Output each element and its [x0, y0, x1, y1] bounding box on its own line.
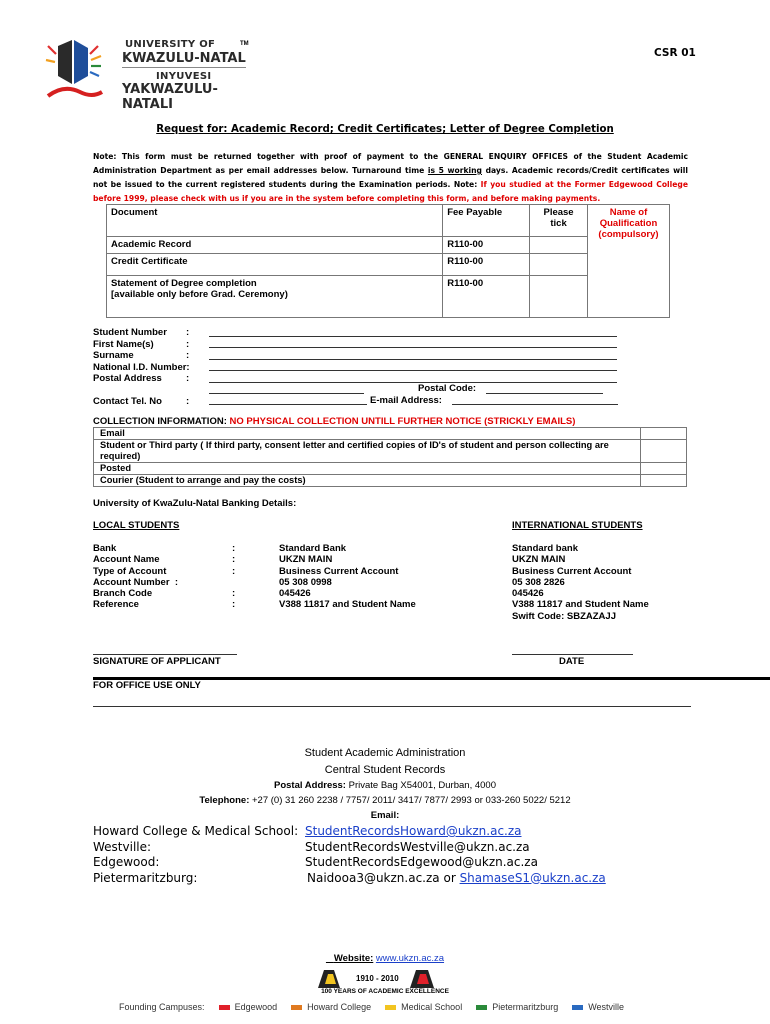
telephone: Telephone: +27 (0) 31 260 2238 / 7757/ 2011/ 3417/ 7877/ 2993 or 033-260 5022/ 5212 — [199, 795, 571, 806]
label-reference: Reference — [93, 599, 139, 611]
row-degree-completion: Statement of Degree completion [available only before Grad. Ceremony) — [107, 276, 443, 318]
email-westville[interactable]: StudentRecordsWestville@ukzn.ac.za — [305, 839, 530, 854]
postal-address: Postal Address: Private Bag X54001, Durban, 4000 — [274, 780, 496, 791]
legend-swatch-edgewood — [219, 1005, 230, 1010]
label-surname: Surname — [93, 350, 134, 361]
label-branch-code: Branch Code — [93, 588, 153, 600]
local-bank-values — [279, 543, 416, 611]
page-title: Request for: Academic Record; Credit Certificates; Letter of Degree Completion — [156, 124, 614, 135]
legend-swatch-westville — [572, 1005, 583, 1010]
signature-line[interactable] — [93, 654, 237, 655]
website-line: Website: www.ukzn.ac.za — [333, 953, 445, 964]
logo-trademark: TM — [240, 41, 249, 47]
date-label: DATE — [559, 656, 585, 667]
label-postal-code: Postal Code: — [418, 383, 477, 394]
campus-pietermaritzburg: Pietermaritzburg: — [93, 870, 198, 885]
collection-posted: Posted — [94, 463, 641, 475]
label-bank: Bank — [93, 543, 117, 554]
label-student-number: Student Number — [93, 327, 167, 338]
field-colons: : : : : : — [186, 327, 190, 407]
office-use-label: FOR OFFICE USE ONLY — [93, 680, 201, 691]
centenary-tagline: 100 YEARS OF ACADEMIC EXCELLENCE — [321, 988, 449, 995]
campus-names — [93, 824, 298, 886]
postal-address-input[interactable] — [209, 382, 617, 383]
logo-line2: KWAZULU-NATAL — [122, 51, 246, 66]
campus-emails: StudentRecordsHoward@ukzn.ac.za StudentRecordsWestville@ukzn.ac.za StudentRecordsEdgewood@ukzn.ac.za Naidooa3@ukzn.ac.za or ShamaseS1@ukzn.ac.za — [305, 824, 606, 885]
header-tick: Please tick — [530, 205, 588, 237]
tick-degree-completion[interactable] — [530, 276, 588, 318]
legend-swatch-howard — [291, 1005, 302, 1010]
campus-edgewood: Edgewood: — [93, 855, 160, 869]
university-logo — [44, 36, 254, 112]
email-address-input[interactable] — [452, 404, 618, 405]
local-branch-code: 045426 — [279, 588, 311, 600]
tick-credit-certificate[interactable] — [530, 254, 588, 276]
local-account-type: Business Current Account — [279, 565, 399, 577]
note-edgewood-warning: If you studied at the Former Edgewood College before 1999, please check with us if you are in the system before completing this form, and before making payments. — [93, 180, 688, 203]
label-email-address: E-mail Address: — [370, 395, 442, 406]
label-account-type: Type of Account — [93, 565, 167, 577]
label-account-number: Account Number : — [93, 576, 178, 588]
banking-heading: University of KwaZulu-Natal Banking Details: — [93, 498, 297, 509]
email-label: Email: — [370, 810, 400, 821]
legend-pietermaritzburg: Pietermaritzburg — [476, 1002, 558, 1012]
collection-table — [93, 427, 687, 487]
logo-divider — [122, 67, 246, 68]
signature-label: SIGNATURE OF APPLICANT — [93, 656, 221, 667]
logo-line1: UNIVERSITY OF — [125, 39, 216, 50]
intl-bank: Standard bank — [512, 543, 578, 554]
ukzn-emblem-icon — [44, 36, 104, 104]
email-pmb-1[interactable]: Naidooa3@ukzn.ac.za — [307, 870, 440, 885]
campus-howard: Howard College & Medical School: — [93, 824, 299, 838]
student-number-input[interactable] — [209, 336, 617, 337]
label-postal-address: Postal Address — [93, 373, 162, 384]
local-students-heading: LOCAL STUDENTS — [93, 520, 180, 531]
intl-account-type: Business Current Account — [512, 565, 632, 577]
label-account-name: Account Name — [93, 554, 160, 566]
local-bank: Standard Bank — [279, 543, 347, 554]
collection-third-party-tick[interactable] — [641, 440, 687, 463]
intl-reference: V388 11817 and Student Name — [512, 599, 649, 611]
tick-academic-record[interactable] — [530, 237, 588, 254]
bank-colons: : : : : : — [232, 543, 236, 611]
email-edgewood[interactable]: StudentRecordsEdgewood@ukzn.ac.za — [305, 855, 538, 869]
contact-line1: Student Academic Administration — [304, 747, 466, 759]
row-academic-record: Academic Record — [107, 237, 443, 254]
collection-heading: COLLECTION INFORMATION: NO PHYSICAL COLLECTION UNTILL FURTHER NOTICE (STRICKLY EMAILS) — [93, 416, 576, 427]
collection-courier-tick[interactable] — [641, 475, 687, 487]
campus-westville: Westville: — [93, 839, 152, 854]
collection-email-tick[interactable] — [641, 428, 687, 440]
legend-westville: Westville — [572, 1002, 624, 1012]
email-pmb-2-link[interactable]: ShamaseS1@ukzn.ac.za — [459, 870, 606, 885]
contact-tel-input[interactable] — [209, 404, 367, 405]
intl-swift-code: Swift Code: SBZAZAJJ — [512, 610, 616, 622]
postal-code-input[interactable] — [486, 393, 603, 394]
centenary-badge — [300, 968, 470, 998]
form-code: CSR 01 — [654, 47, 696, 59]
header-fee: Fee Payable — [443, 205, 530, 237]
note-turnaround: is 5 working — [427, 166, 482, 175]
label-first-names: First Name(s) — [93, 338, 154, 350]
local-account-name: UKZN MAIN — [279, 554, 333, 566]
fee-credit-certificate: R110-00 — [443, 254, 530, 276]
logo-line4: YAKWAZULU-NATALI — [122, 82, 218, 112]
bank-labels — [93, 543, 178, 611]
student-field-labels — [93, 327, 190, 407]
legend-howard: Howard College — [291, 1002, 371, 1012]
postal-address-line2-input[interactable] — [209, 393, 364, 394]
date-line[interactable] — [512, 654, 633, 655]
collection-courier: Courier (Student to arrange and pay the costs) — [94, 475, 641, 487]
collection-email: Email — [94, 428, 641, 440]
intl-account-name: UKZN MAIN — [512, 554, 566, 566]
label-national-id: National I.D. Number: — [93, 361, 190, 373]
email-howard-link[interactable]: StudentRecordsHoward@ukzn.ac.za — [305, 824, 522, 838]
legend-swatch-medical — [385, 1005, 396, 1010]
fee-degree-completion: R110-00 — [443, 276, 530, 318]
note-text: Note: This form must be returned together with proof of payment to the GENERAL ENQUIRY OFFICES of the Student Academic Administration Department as per email addresses below. Turnaround time — [93, 152, 688, 175]
header-qualification[interactable]: Name of Qualification (compulsory) — [588, 205, 670, 318]
intl-bank-values — [512, 543, 649, 622]
intl-branch-code: 045426 — [512, 588, 544, 600]
international-students-heading: INTERNATIONAL STUDENTS — [512, 520, 643, 531]
surname-input[interactable] — [209, 359, 617, 360]
logo-line3: INYUVESI — [156, 71, 212, 82]
document-table — [106, 204, 670, 318]
label-contact-tel: Contact Tel. No — [93, 395, 162, 407]
legend-edgewood: Edgewood — [219, 1002, 278, 1012]
fee-academic-record: R110-00 — [443, 237, 530, 254]
founding-label: Founding Campuses: — [119, 1002, 205, 1012]
founding-campuses-legend — [119, 1002, 638, 1012]
row-credit-certificate: Credit Certificate — [107, 254, 443, 276]
local-reference: V388 11817 and Student Name — [279, 599, 416, 611]
intl-account-number: 05 308 2826 — [512, 576, 565, 588]
legend-swatch-pmb — [476, 1005, 487, 1010]
note-text-2: days. Academic records/Credit certificates will not be issued to the current registered students during the Examination periods. Note: — [93, 166, 688, 189]
office-use-line[interactable] — [93, 706, 691, 707]
legend-medical: Medical School — [385, 1002, 462, 1012]
website-link[interactable]: www.ukzn.ac.za — [375, 953, 445, 964]
contact-line2: Central Student Records — [324, 764, 446, 776]
header-document: Document — [107, 205, 443, 237]
centenary-years: 1910 - 2010 — [356, 974, 399, 983]
collection-posted-tick[interactable] — [641, 463, 687, 475]
national-id-input[interactable] — [209, 370, 617, 371]
local-account-number: 05 308 0998 — [279, 576, 332, 588]
note-paragraph — [93, 150, 688, 206]
collection-third-party: Student or Third party ( If third party, consent letter and certified copies of ID's of student and person collecting are required) — [94, 440, 641, 463]
first-names-input[interactable] — [209, 347, 617, 348]
